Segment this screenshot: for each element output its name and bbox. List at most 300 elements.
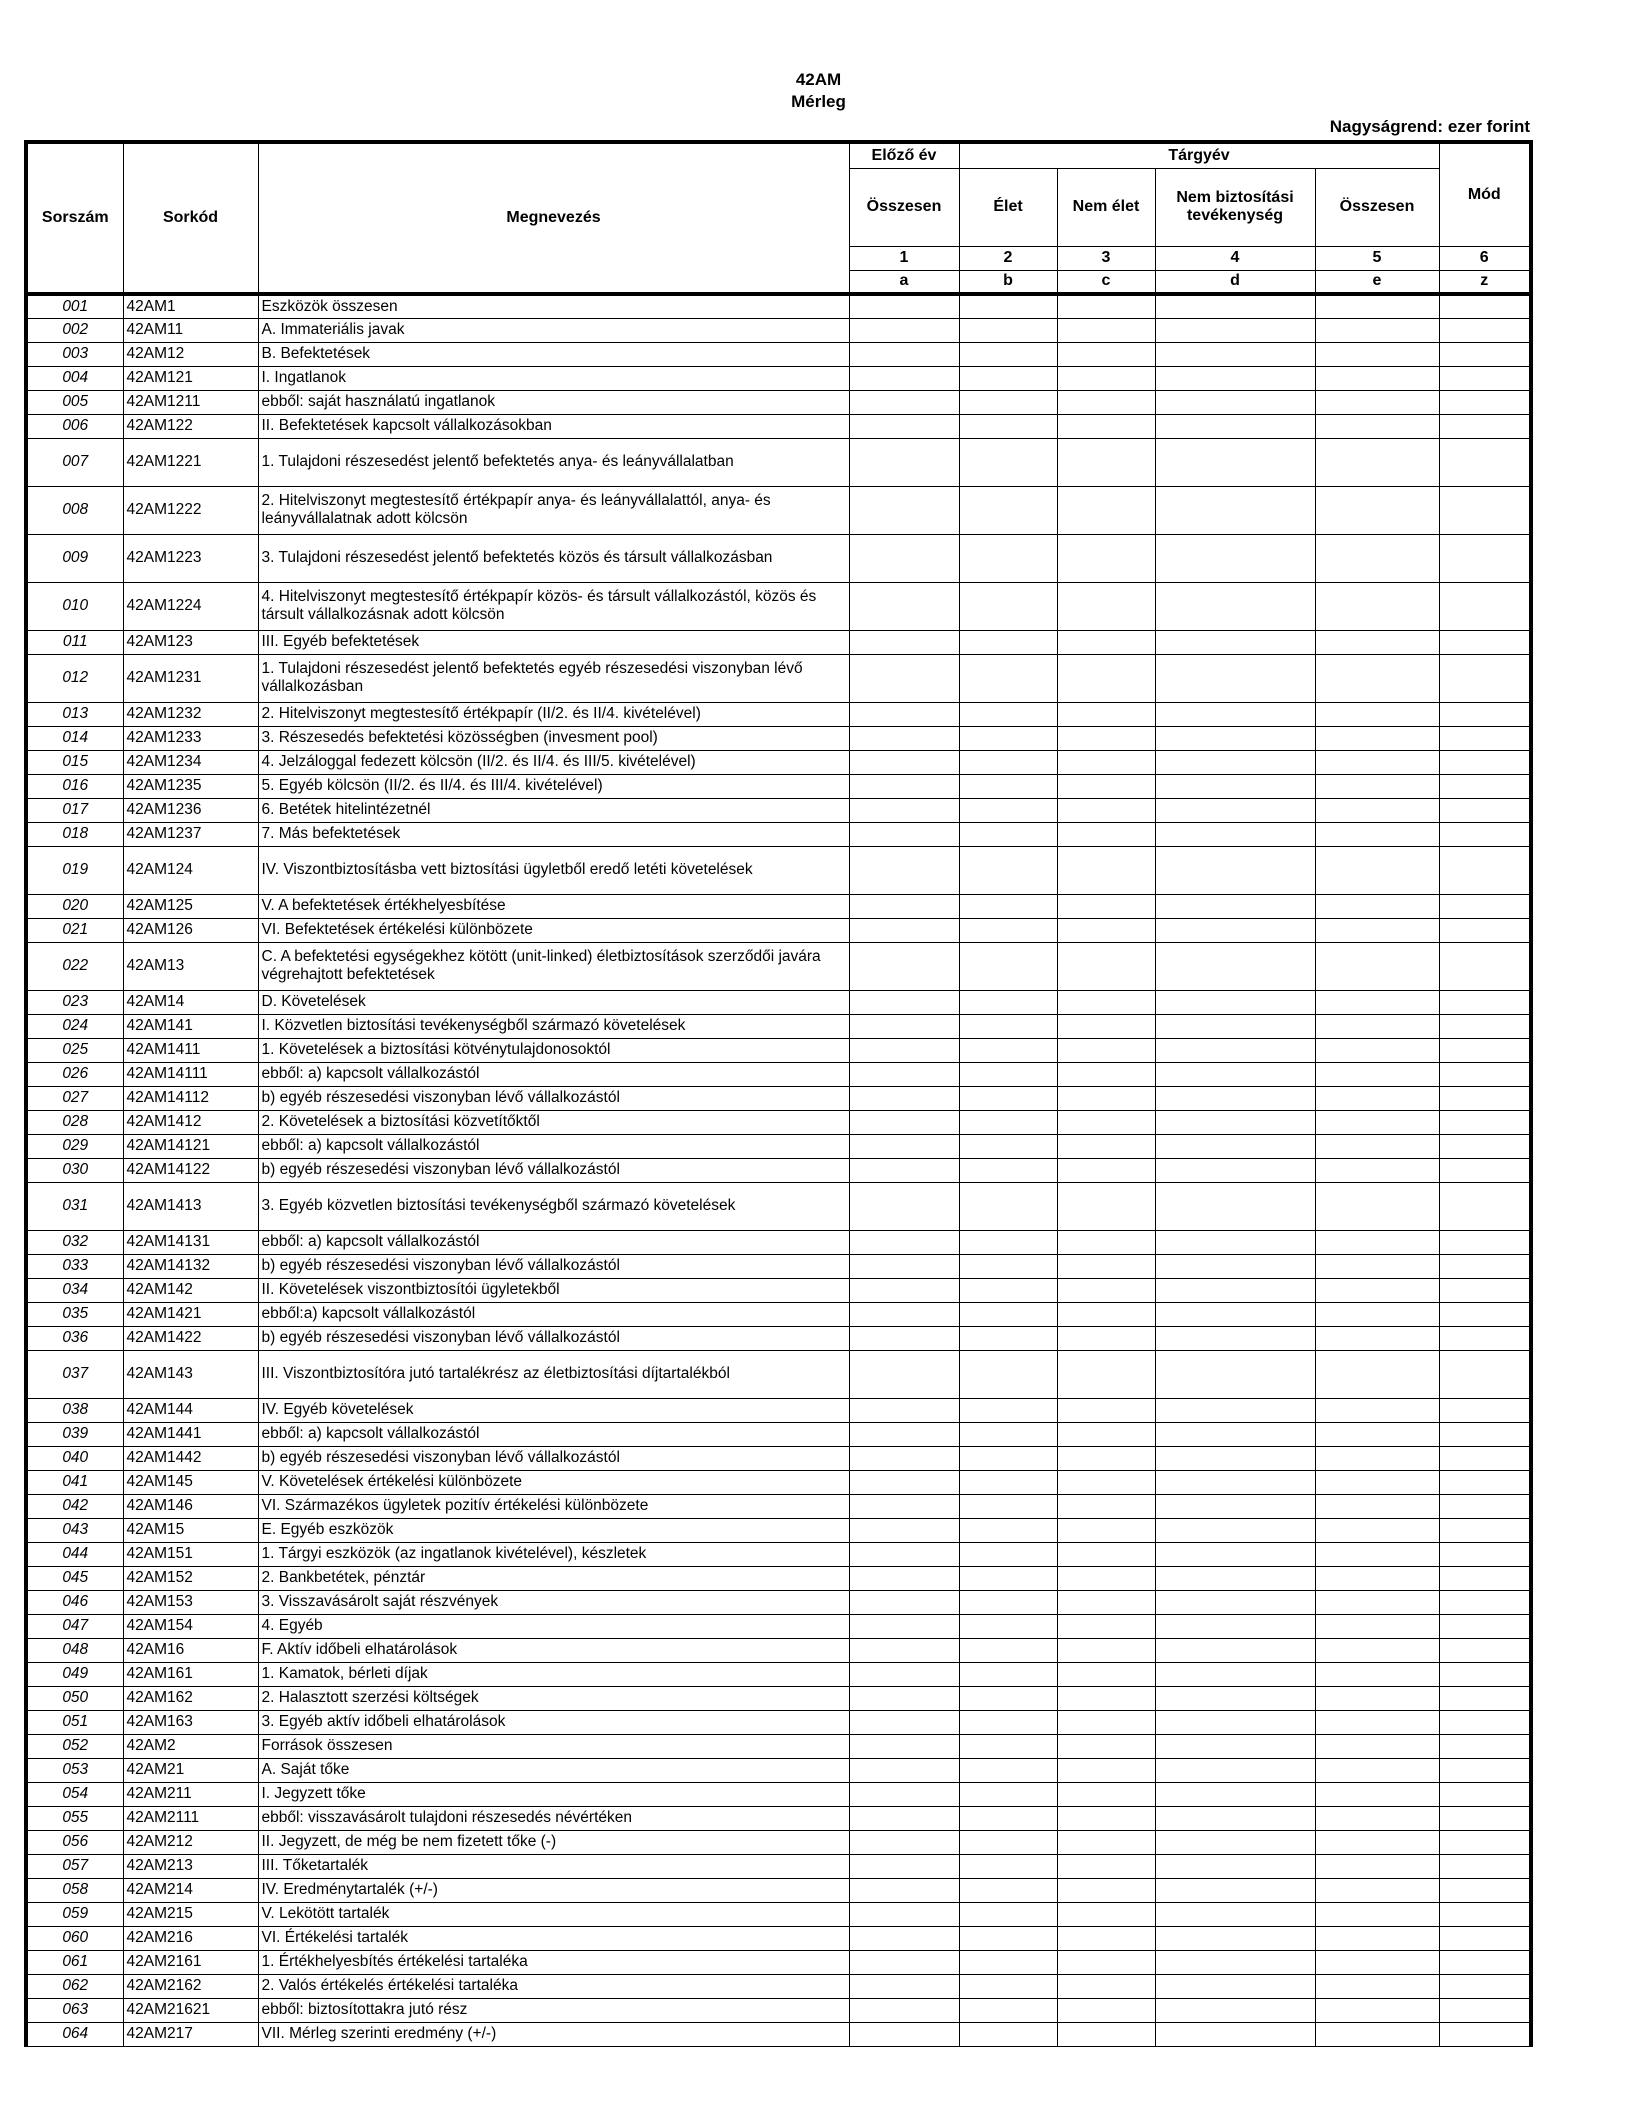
value-cell-non-insurance[interactable] [1155, 774, 1315, 798]
value-cell-non-life[interactable] [1057, 774, 1155, 798]
value-cell-mod[interactable] [1439, 822, 1531, 846]
value-cell-prev-total[interactable] [849, 1254, 959, 1278]
value-cell-mod[interactable] [1439, 1326, 1531, 1350]
value-cell-non-life[interactable] [1057, 1062, 1155, 1086]
value-cell-prev-total[interactable] [849, 1950, 959, 1974]
value-cell-non-life[interactable] [1057, 1014, 1155, 1038]
value-cell-non-insurance[interactable] [1155, 1662, 1315, 1686]
value-cell-non-insurance[interactable] [1155, 534, 1315, 582]
value-cell-prev-total[interactable] [849, 918, 959, 942]
value-cell-non-life[interactable] [1057, 582, 1155, 630]
value-cell-total[interactable] [1315, 750, 1439, 774]
value-cell-prev-total[interactable] [849, 1182, 959, 1230]
value-cell-prev-total[interactable] [849, 1806, 959, 1830]
value-cell-non-life[interactable] [1057, 342, 1155, 366]
value-cell-mod[interactable] [1439, 2022, 1531, 2046]
value-cell-life[interactable] [959, 1302, 1057, 1326]
value-cell-mod[interactable] [1439, 1398, 1531, 1422]
value-cell-non-insurance[interactable] [1155, 1446, 1315, 1470]
value-cell-life[interactable] [959, 1782, 1057, 1806]
value-cell-life[interactable] [959, 390, 1057, 414]
value-cell-mod[interactable] [1439, 1446, 1531, 1470]
value-cell-non-life[interactable] [1057, 1278, 1155, 1302]
value-cell-non-life[interactable] [1057, 1998, 1155, 2022]
value-cell-mod[interactable] [1439, 654, 1531, 702]
value-cell-total[interactable] [1315, 2022, 1439, 2046]
value-cell-non-insurance[interactable] [1155, 390, 1315, 414]
value-cell-non-insurance[interactable] [1155, 1062, 1315, 1086]
value-cell-mod[interactable] [1439, 1494, 1531, 1518]
value-cell-non-life[interactable] [1057, 846, 1155, 894]
value-cell-non-life[interactable] [1057, 1566, 1155, 1590]
value-cell-prev-total[interactable] [849, 1302, 959, 1326]
value-cell-life[interactable] [959, 1926, 1057, 1950]
value-cell-total[interactable] [1315, 822, 1439, 846]
value-cell-non-insurance[interactable] [1155, 1590, 1315, 1614]
value-cell-life[interactable] [959, 1038, 1057, 1062]
value-cell-prev-total[interactable] [849, 1926, 959, 1950]
value-cell-mod[interactable] [1439, 1590, 1531, 1614]
value-cell-mod[interactable] [1439, 1542, 1531, 1566]
value-cell-prev-total[interactable] [849, 1014, 959, 1038]
value-cell-non-insurance[interactable] [1155, 1278, 1315, 1302]
value-cell-mod[interactable] [1439, 1902, 1531, 1926]
value-cell-prev-total[interactable] [849, 414, 959, 438]
value-cell-non-life[interactable] [1057, 1542, 1155, 1566]
value-cell-mod[interactable] [1439, 750, 1531, 774]
value-cell-life[interactable] [959, 750, 1057, 774]
value-cell-non-life[interactable] [1057, 1254, 1155, 1278]
value-cell-life[interactable] [959, 1854, 1057, 1878]
value-cell-non-life[interactable] [1057, 1302, 1155, 1326]
value-cell-total[interactable] [1315, 1638, 1439, 1662]
value-cell-prev-total[interactable] [849, 1158, 959, 1182]
value-cell-non-life[interactable] [1057, 318, 1155, 342]
value-cell-mod[interactable] [1439, 1518, 1531, 1542]
value-cell-total[interactable] [1315, 1734, 1439, 1758]
value-cell-non-insurance[interactable] [1155, 582, 1315, 630]
value-cell-non-life[interactable] [1057, 2022, 1155, 2046]
value-cell-total[interactable] [1315, 726, 1439, 750]
value-cell-prev-total[interactable] [849, 1998, 959, 2022]
value-cell-mod[interactable] [1439, 774, 1531, 798]
value-cell-life[interactable] [959, 1878, 1057, 1902]
value-cell-non-insurance[interactable] [1155, 1974, 1315, 1998]
value-cell-total[interactable] [1315, 1926, 1439, 1950]
value-cell-prev-total[interactable] [849, 1134, 959, 1158]
value-cell-prev-total[interactable] [849, 1878, 959, 1902]
value-cell-non-life[interactable] [1057, 534, 1155, 582]
value-cell-total[interactable] [1315, 1878, 1439, 1902]
value-cell-total[interactable] [1315, 534, 1439, 582]
value-cell-mod[interactable] [1439, 702, 1531, 726]
value-cell-non-insurance[interactable] [1155, 1950, 1315, 1974]
value-cell-non-life[interactable] [1057, 942, 1155, 990]
value-cell-life[interactable] [959, 1446, 1057, 1470]
value-cell-prev-total[interactable] [849, 630, 959, 654]
value-cell-total[interactable] [1315, 390, 1439, 414]
value-cell-total[interactable] [1315, 1422, 1439, 1446]
value-cell-total[interactable] [1315, 1470, 1439, 1494]
value-cell-life[interactable] [959, 630, 1057, 654]
value-cell-non-insurance[interactable] [1155, 1134, 1315, 1158]
value-cell-non-insurance[interactable] [1155, 1926, 1315, 1950]
value-cell-life[interactable] [959, 1110, 1057, 1134]
value-cell-prev-total[interactable] [849, 1974, 959, 1998]
value-cell-prev-total[interactable] [849, 1062, 959, 1086]
value-cell-mod[interactable] [1439, 846, 1531, 894]
value-cell-life[interactable] [959, 414, 1057, 438]
value-cell-life[interactable] [959, 1614, 1057, 1638]
value-cell-prev-total[interactable] [849, 1566, 959, 1590]
value-cell-mod[interactable] [1439, 1662, 1531, 1686]
value-cell-life[interactable] [959, 942, 1057, 990]
value-cell-mod[interactable] [1439, 1254, 1531, 1278]
value-cell-prev-total[interactable] [849, 366, 959, 390]
value-cell-prev-total[interactable] [849, 438, 959, 486]
value-cell-total[interactable] [1315, 1854, 1439, 1878]
value-cell-non-insurance[interactable] [1155, 654, 1315, 702]
value-cell-non-life[interactable] [1057, 822, 1155, 846]
value-cell-non-insurance[interactable] [1155, 1086, 1315, 1110]
value-cell-life[interactable] [959, 1230, 1057, 1254]
value-cell-life[interactable] [959, 1566, 1057, 1590]
value-cell-mod[interactable] [1439, 1014, 1531, 1038]
value-cell-prev-total[interactable] [849, 1110, 959, 1134]
value-cell-prev-total[interactable] [849, 1710, 959, 1734]
value-cell-mod[interactable] [1439, 342, 1531, 366]
value-cell-life[interactable] [959, 1254, 1057, 1278]
value-cell-total[interactable] [1315, 1158, 1439, 1182]
value-cell-mod[interactable] [1439, 894, 1531, 918]
value-cell-prev-total[interactable] [849, 774, 959, 798]
value-cell-non-life[interactable] [1057, 1158, 1155, 1182]
value-cell-life[interactable] [959, 1950, 1057, 1974]
value-cell-total[interactable] [1315, 1398, 1439, 1422]
value-cell-mod[interactable] [1439, 582, 1531, 630]
value-cell-life[interactable] [959, 1638, 1057, 1662]
value-cell-total[interactable] [1315, 942, 1439, 990]
value-cell-total[interactable] [1315, 1902, 1439, 1926]
value-cell-non-insurance[interactable] [1155, 990, 1315, 1014]
value-cell-non-life[interactable] [1057, 750, 1155, 774]
value-cell-non-insurance[interactable] [1155, 1830, 1315, 1854]
value-cell-non-life[interactable] [1057, 1950, 1155, 1974]
value-cell-non-life[interactable] [1057, 1086, 1155, 1110]
value-cell-non-insurance[interactable] [1155, 1542, 1315, 1566]
value-cell-non-life[interactable] [1057, 294, 1155, 318]
value-cell-prev-total[interactable] [849, 846, 959, 894]
value-cell-prev-total[interactable] [849, 1398, 959, 1422]
value-cell-mod[interactable] [1439, 438, 1531, 486]
value-cell-life[interactable] [959, 486, 1057, 534]
value-cell-mod[interactable] [1439, 414, 1531, 438]
value-cell-prev-total[interactable] [849, 1854, 959, 1878]
value-cell-life[interactable] [959, 1974, 1057, 1998]
value-cell-mod[interactable] [1439, 1302, 1531, 1326]
value-cell-non-insurance[interactable] [1155, 366, 1315, 390]
value-cell-non-insurance[interactable] [1155, 1350, 1315, 1398]
value-cell-non-insurance[interactable] [1155, 1014, 1315, 1038]
value-cell-non-life[interactable] [1057, 702, 1155, 726]
value-cell-non-life[interactable] [1057, 1806, 1155, 1830]
value-cell-non-life[interactable] [1057, 438, 1155, 486]
value-cell-total[interactable] [1315, 990, 1439, 1014]
value-cell-total[interactable] [1315, 1518, 1439, 1542]
value-cell-total[interactable] [1315, 1614, 1439, 1638]
value-cell-non-insurance[interactable] [1155, 1734, 1315, 1758]
value-cell-non-insurance[interactable] [1155, 1902, 1315, 1926]
value-cell-prev-total[interactable] [849, 654, 959, 702]
value-cell-life[interactable] [959, 726, 1057, 750]
value-cell-life[interactable] [959, 822, 1057, 846]
value-cell-mod[interactable] [1439, 630, 1531, 654]
value-cell-mod[interactable] [1439, 1230, 1531, 1254]
value-cell-life[interactable] [959, 1734, 1057, 1758]
value-cell-mod[interactable] [1439, 1110, 1531, 1134]
value-cell-total[interactable] [1315, 342, 1439, 366]
value-cell-prev-total[interactable] [849, 798, 959, 822]
value-cell-non-life[interactable] [1057, 1134, 1155, 1158]
value-cell-total[interactable] [1315, 1350, 1439, 1398]
value-cell-non-life[interactable] [1057, 1686, 1155, 1710]
value-cell-non-life[interactable] [1057, 390, 1155, 414]
value-cell-total[interactable] [1315, 1590, 1439, 1614]
value-cell-non-life[interactable] [1057, 1422, 1155, 1446]
value-cell-mod[interactable] [1439, 1134, 1531, 1158]
value-cell-total[interactable] [1315, 1278, 1439, 1302]
value-cell-prev-total[interactable] [849, 1494, 959, 1518]
value-cell-prev-total[interactable] [849, 318, 959, 342]
value-cell-prev-total[interactable] [849, 702, 959, 726]
value-cell-prev-total[interactable] [849, 1446, 959, 1470]
value-cell-non-life[interactable] [1057, 1830, 1155, 1854]
value-cell-non-life[interactable] [1057, 1614, 1155, 1638]
value-cell-non-life[interactable] [1057, 894, 1155, 918]
value-cell-life[interactable] [959, 1398, 1057, 1422]
value-cell-life[interactable] [959, 1830, 1057, 1854]
value-cell-total[interactable] [1315, 1710, 1439, 1734]
value-cell-total[interactable] [1315, 582, 1439, 630]
value-cell-life[interactable] [959, 1542, 1057, 1566]
value-cell-prev-total[interactable] [849, 1086, 959, 1110]
value-cell-prev-total[interactable] [849, 726, 959, 750]
value-cell-total[interactable] [1315, 366, 1439, 390]
value-cell-mod[interactable] [1439, 726, 1531, 750]
value-cell-total[interactable] [1315, 1806, 1439, 1830]
value-cell-mod[interactable] [1439, 390, 1531, 414]
value-cell-life[interactable] [959, 1902, 1057, 1926]
value-cell-prev-total[interactable] [849, 534, 959, 582]
value-cell-non-insurance[interactable] [1155, 1998, 1315, 2022]
value-cell-life[interactable] [959, 1590, 1057, 1614]
value-cell-prev-total[interactable] [849, 1470, 959, 1494]
value-cell-non-insurance[interactable] [1155, 1854, 1315, 1878]
value-cell-prev-total[interactable] [849, 390, 959, 414]
value-cell-life[interactable] [959, 702, 1057, 726]
value-cell-non-insurance[interactable] [1155, 1686, 1315, 1710]
value-cell-total[interactable] [1315, 1494, 1439, 1518]
value-cell-mod[interactable] [1439, 1182, 1531, 1230]
value-cell-non-insurance[interactable] [1155, 1614, 1315, 1638]
value-cell-total[interactable] [1315, 1014, 1439, 1038]
value-cell-total[interactable] [1315, 438, 1439, 486]
value-cell-prev-total[interactable] [849, 1278, 959, 1302]
value-cell-life[interactable] [959, 990, 1057, 1014]
value-cell-mod[interactable] [1439, 294, 1531, 318]
value-cell-non-life[interactable] [1057, 1326, 1155, 1350]
value-cell-non-insurance[interactable] [1155, 342, 1315, 366]
value-cell-non-insurance[interactable] [1155, 438, 1315, 486]
value-cell-non-life[interactable] [1057, 1662, 1155, 1686]
value-cell-life[interactable] [959, 2022, 1057, 2046]
value-cell-life[interactable] [959, 1686, 1057, 1710]
value-cell-life[interactable] [959, 1350, 1057, 1398]
value-cell-mod[interactable] [1439, 534, 1531, 582]
value-cell-prev-total[interactable] [849, 822, 959, 846]
value-cell-life[interactable] [959, 1134, 1057, 1158]
value-cell-total[interactable] [1315, 798, 1439, 822]
value-cell-prev-total[interactable] [849, 990, 959, 1014]
value-cell-prev-total[interactable] [849, 582, 959, 630]
value-cell-mod[interactable] [1439, 1686, 1531, 1710]
value-cell-mod[interactable] [1439, 1878, 1531, 1902]
value-cell-non-insurance[interactable] [1155, 822, 1315, 846]
value-cell-total[interactable] [1315, 1998, 1439, 2022]
value-cell-non-life[interactable] [1057, 1974, 1155, 1998]
value-cell-non-insurance[interactable] [1155, 1398, 1315, 1422]
value-cell-mod[interactable] [1439, 1854, 1531, 1878]
value-cell-mod[interactable] [1439, 1062, 1531, 1086]
value-cell-mod[interactable] [1439, 1950, 1531, 1974]
value-cell-mod[interactable] [1439, 1782, 1531, 1806]
value-cell-total[interactable] [1315, 1782, 1439, 1806]
value-cell-non-life[interactable] [1057, 726, 1155, 750]
value-cell-life[interactable] [959, 1518, 1057, 1542]
value-cell-non-life[interactable] [1057, 1902, 1155, 1926]
value-cell-total[interactable] [1315, 1686, 1439, 1710]
value-cell-prev-total[interactable] [849, 1518, 959, 1542]
value-cell-life[interactable] [959, 1326, 1057, 1350]
value-cell-non-insurance[interactable] [1155, 1326, 1315, 1350]
value-cell-mod[interactable] [1439, 1710, 1531, 1734]
value-cell-non-life[interactable] [1057, 1710, 1155, 1734]
value-cell-life[interactable] [959, 1086, 1057, 1110]
value-cell-non-insurance[interactable] [1155, 1638, 1315, 1662]
value-cell-life[interactable] [959, 1470, 1057, 1494]
value-cell-total[interactable] [1315, 1542, 1439, 1566]
value-cell-prev-total[interactable] [849, 1590, 959, 1614]
value-cell-non-insurance[interactable] [1155, 1470, 1315, 1494]
value-cell-non-life[interactable] [1057, 1926, 1155, 1950]
value-cell-mod[interactable] [1439, 318, 1531, 342]
value-cell-prev-total[interactable] [849, 1662, 959, 1686]
value-cell-mod[interactable] [1439, 798, 1531, 822]
value-cell-non-life[interactable] [1057, 918, 1155, 942]
value-cell-non-life[interactable] [1057, 366, 1155, 390]
value-cell-life[interactable] [959, 918, 1057, 942]
value-cell-non-insurance[interactable] [1155, 1710, 1315, 1734]
value-cell-total[interactable] [1315, 1182, 1439, 1230]
value-cell-total[interactable] [1315, 1974, 1439, 1998]
value-cell-total[interactable] [1315, 654, 1439, 702]
value-cell-mod[interactable] [1439, 1038, 1531, 1062]
value-cell-non-life[interactable] [1057, 1350, 1155, 1398]
value-cell-life[interactable] [959, 534, 1057, 582]
value-cell-mod[interactable] [1439, 942, 1531, 990]
value-cell-non-life[interactable] [1057, 990, 1155, 1014]
value-cell-non-life[interactable] [1057, 1782, 1155, 1806]
value-cell-prev-total[interactable] [849, 1638, 959, 1662]
value-cell-total[interactable] [1315, 1134, 1439, 1158]
value-cell-mod[interactable] [1439, 1350, 1531, 1398]
value-cell-total[interactable] [1315, 1326, 1439, 1350]
value-cell-non-insurance[interactable] [1155, 1518, 1315, 1542]
value-cell-total[interactable] [1315, 1302, 1439, 1326]
value-cell-mod[interactable] [1439, 1734, 1531, 1758]
value-cell-non-life[interactable] [1057, 486, 1155, 534]
value-cell-life[interactable] [959, 1998, 1057, 2022]
value-cell-mod[interactable] [1439, 1638, 1531, 1662]
value-cell-mod[interactable] [1439, 1926, 1531, 1950]
value-cell-life[interactable] [959, 366, 1057, 390]
value-cell-life[interactable] [959, 1806, 1057, 1830]
value-cell-non-insurance[interactable] [1155, 2022, 1315, 2046]
value-cell-non-life[interactable] [1057, 630, 1155, 654]
value-cell-mod[interactable] [1439, 1278, 1531, 1302]
value-cell-non-insurance[interactable] [1155, 486, 1315, 534]
value-cell-non-life[interactable] [1057, 1230, 1155, 1254]
value-cell-life[interactable] [959, 846, 1057, 894]
value-cell-life[interactable] [959, 1662, 1057, 1686]
value-cell-total[interactable] [1315, 1758, 1439, 1782]
value-cell-non-insurance[interactable] [1155, 1038, 1315, 1062]
value-cell-total[interactable] [1315, 1830, 1439, 1854]
value-cell-non-insurance[interactable] [1155, 798, 1315, 822]
value-cell-life[interactable] [959, 1014, 1057, 1038]
value-cell-total[interactable] [1315, 1230, 1439, 1254]
value-cell-non-insurance[interactable] [1155, 1158, 1315, 1182]
value-cell-prev-total[interactable] [849, 1326, 959, 1350]
value-cell-prev-total[interactable] [849, 1230, 959, 1254]
value-cell-total[interactable] [1315, 1566, 1439, 1590]
value-cell-non-insurance[interactable] [1155, 846, 1315, 894]
value-cell-non-life[interactable] [1057, 1518, 1155, 1542]
value-cell-prev-total[interactable] [849, 1614, 959, 1638]
value-cell-non-life[interactable] [1057, 1758, 1155, 1782]
value-cell-mod[interactable] [1439, 990, 1531, 1014]
value-cell-life[interactable] [959, 894, 1057, 918]
value-cell-non-insurance[interactable] [1155, 318, 1315, 342]
value-cell-mod[interactable] [1439, 1566, 1531, 1590]
value-cell-total[interactable] [1315, 1038, 1439, 1062]
value-cell-non-insurance[interactable] [1155, 726, 1315, 750]
value-cell-non-insurance[interactable] [1155, 1494, 1315, 1518]
value-cell-total[interactable] [1315, 414, 1439, 438]
value-cell-mod[interactable] [1439, 1422, 1531, 1446]
value-cell-mod[interactable] [1439, 1974, 1531, 1998]
value-cell-total[interactable] [1315, 1662, 1439, 1686]
value-cell-non-life[interactable] [1057, 1638, 1155, 1662]
value-cell-life[interactable] [959, 1062, 1057, 1086]
value-cell-life[interactable] [959, 1182, 1057, 1230]
value-cell-non-life[interactable] [1057, 1854, 1155, 1878]
value-cell-life[interactable] [959, 294, 1057, 318]
value-cell-non-insurance[interactable] [1155, 1422, 1315, 1446]
value-cell-life[interactable] [959, 582, 1057, 630]
value-cell-prev-total[interactable] [849, 294, 959, 318]
value-cell-non-life[interactable] [1057, 1110, 1155, 1134]
